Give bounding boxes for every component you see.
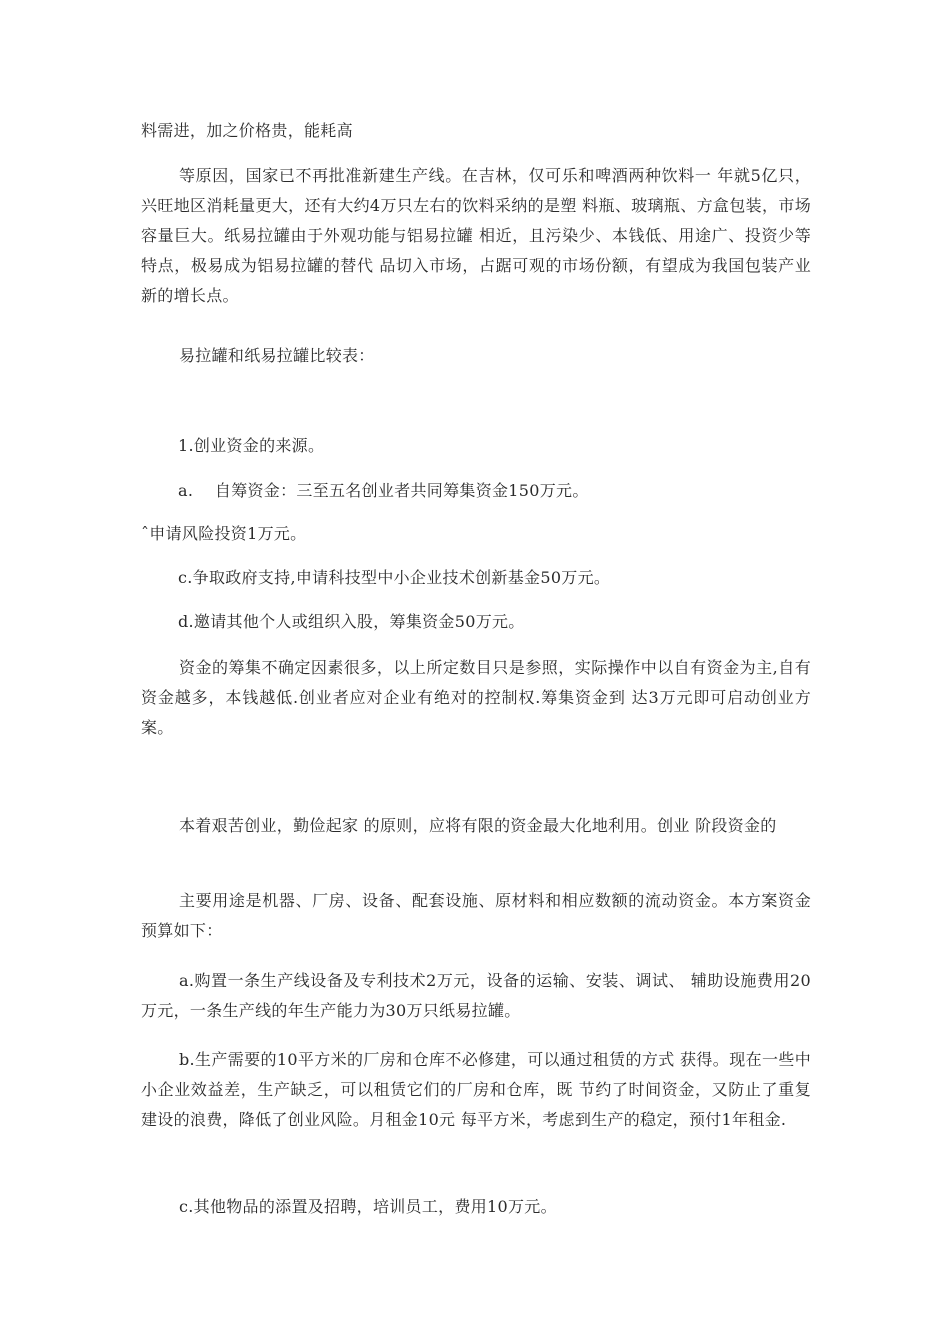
paragraph-funding-note: 资金的筹集不确定因素很多，以上所定数目只是参照，实际操作中以自有资金为主,自有资金越多，本钱越低.创业者应对企业有绝对的控制权.筹集资金到 达3万元即可启动创业方案。 xyxy=(141,658,811,737)
list-item-venture-capital: ˆ申请风险投资1万元。 xyxy=(141,524,307,543)
paragraph-main-uses: 主要用途是机器、厂房、设备、配套设施、原材料和相应数额的流动资金。本方案资金预算如下： xyxy=(141,891,811,940)
budget-item-equipment: a.购置一条生产线设备及专利技术2万元，设备的运输、安装、调试、 辅助设施费用20万元，一条生产线的年生产能力为30万只纸易拉罐。 xyxy=(141,971,811,1020)
list-item-government-support: c.争取政府支持,申请科技型中小企业技术创新基金50万元。 xyxy=(178,568,611,587)
paragraph-comparison-table-caption: 易拉罐和纸易拉罐比较表： xyxy=(179,346,375,365)
paragraph-continuation: 料需进，加之价格贵，能耗高 xyxy=(141,121,353,140)
budget-item-other: c.其他物品的添置及招聘，培训员工，费用10万元。 xyxy=(179,1197,557,1216)
budget-item-factory: b.生产需要的10平方米的厂房和仓库不必修建，可以通过租赁的方式 获得。现在一些中小企业效益差，生产缺乏，可以租赁它们的厂房和仓库，既 节约了时间资金，又防止了重复建设的浪费，降低了创业风险。月租金10元 每平方米，考虑到生产的稳定，预付1年租金. xyxy=(141,1050,811,1129)
list-item-equity-partners: d.邀请其他个人或组织入股，筹集资金50万元。 xyxy=(178,612,525,631)
list-item-self-raised: a. 自筹资金：三至五名创业者共同筹集资金150万元。 xyxy=(178,481,589,500)
heading-funding-source: 1.创业资金的来源。 xyxy=(178,436,325,455)
paragraph-market-analysis: 等原因，国家已不再批准新建生产线。在吉林，仅可乐和啤酒两种饮料一 年就5亿只，兴旺地区消耗量更大，还有大约4万只左右的饮料采纳的是塑 料瓶、玻璃瓶、方盒包装，市场容量巨大。纸易拉罐由于外观功能与铝易拉罐 相近，且污染少、本钱低、用途广、投资少等特点，极易成为铝易拉罐的替代 品切入市场，占踞可观的市场份额，有望成为我国包装产业新的增长点。 xyxy=(141,166,811,305)
paragraph-principle: 本着艰苦创业，勤俭起家 的原则，应将有限的资金最大化地利用。创业 阶段资金的 xyxy=(179,816,777,835)
